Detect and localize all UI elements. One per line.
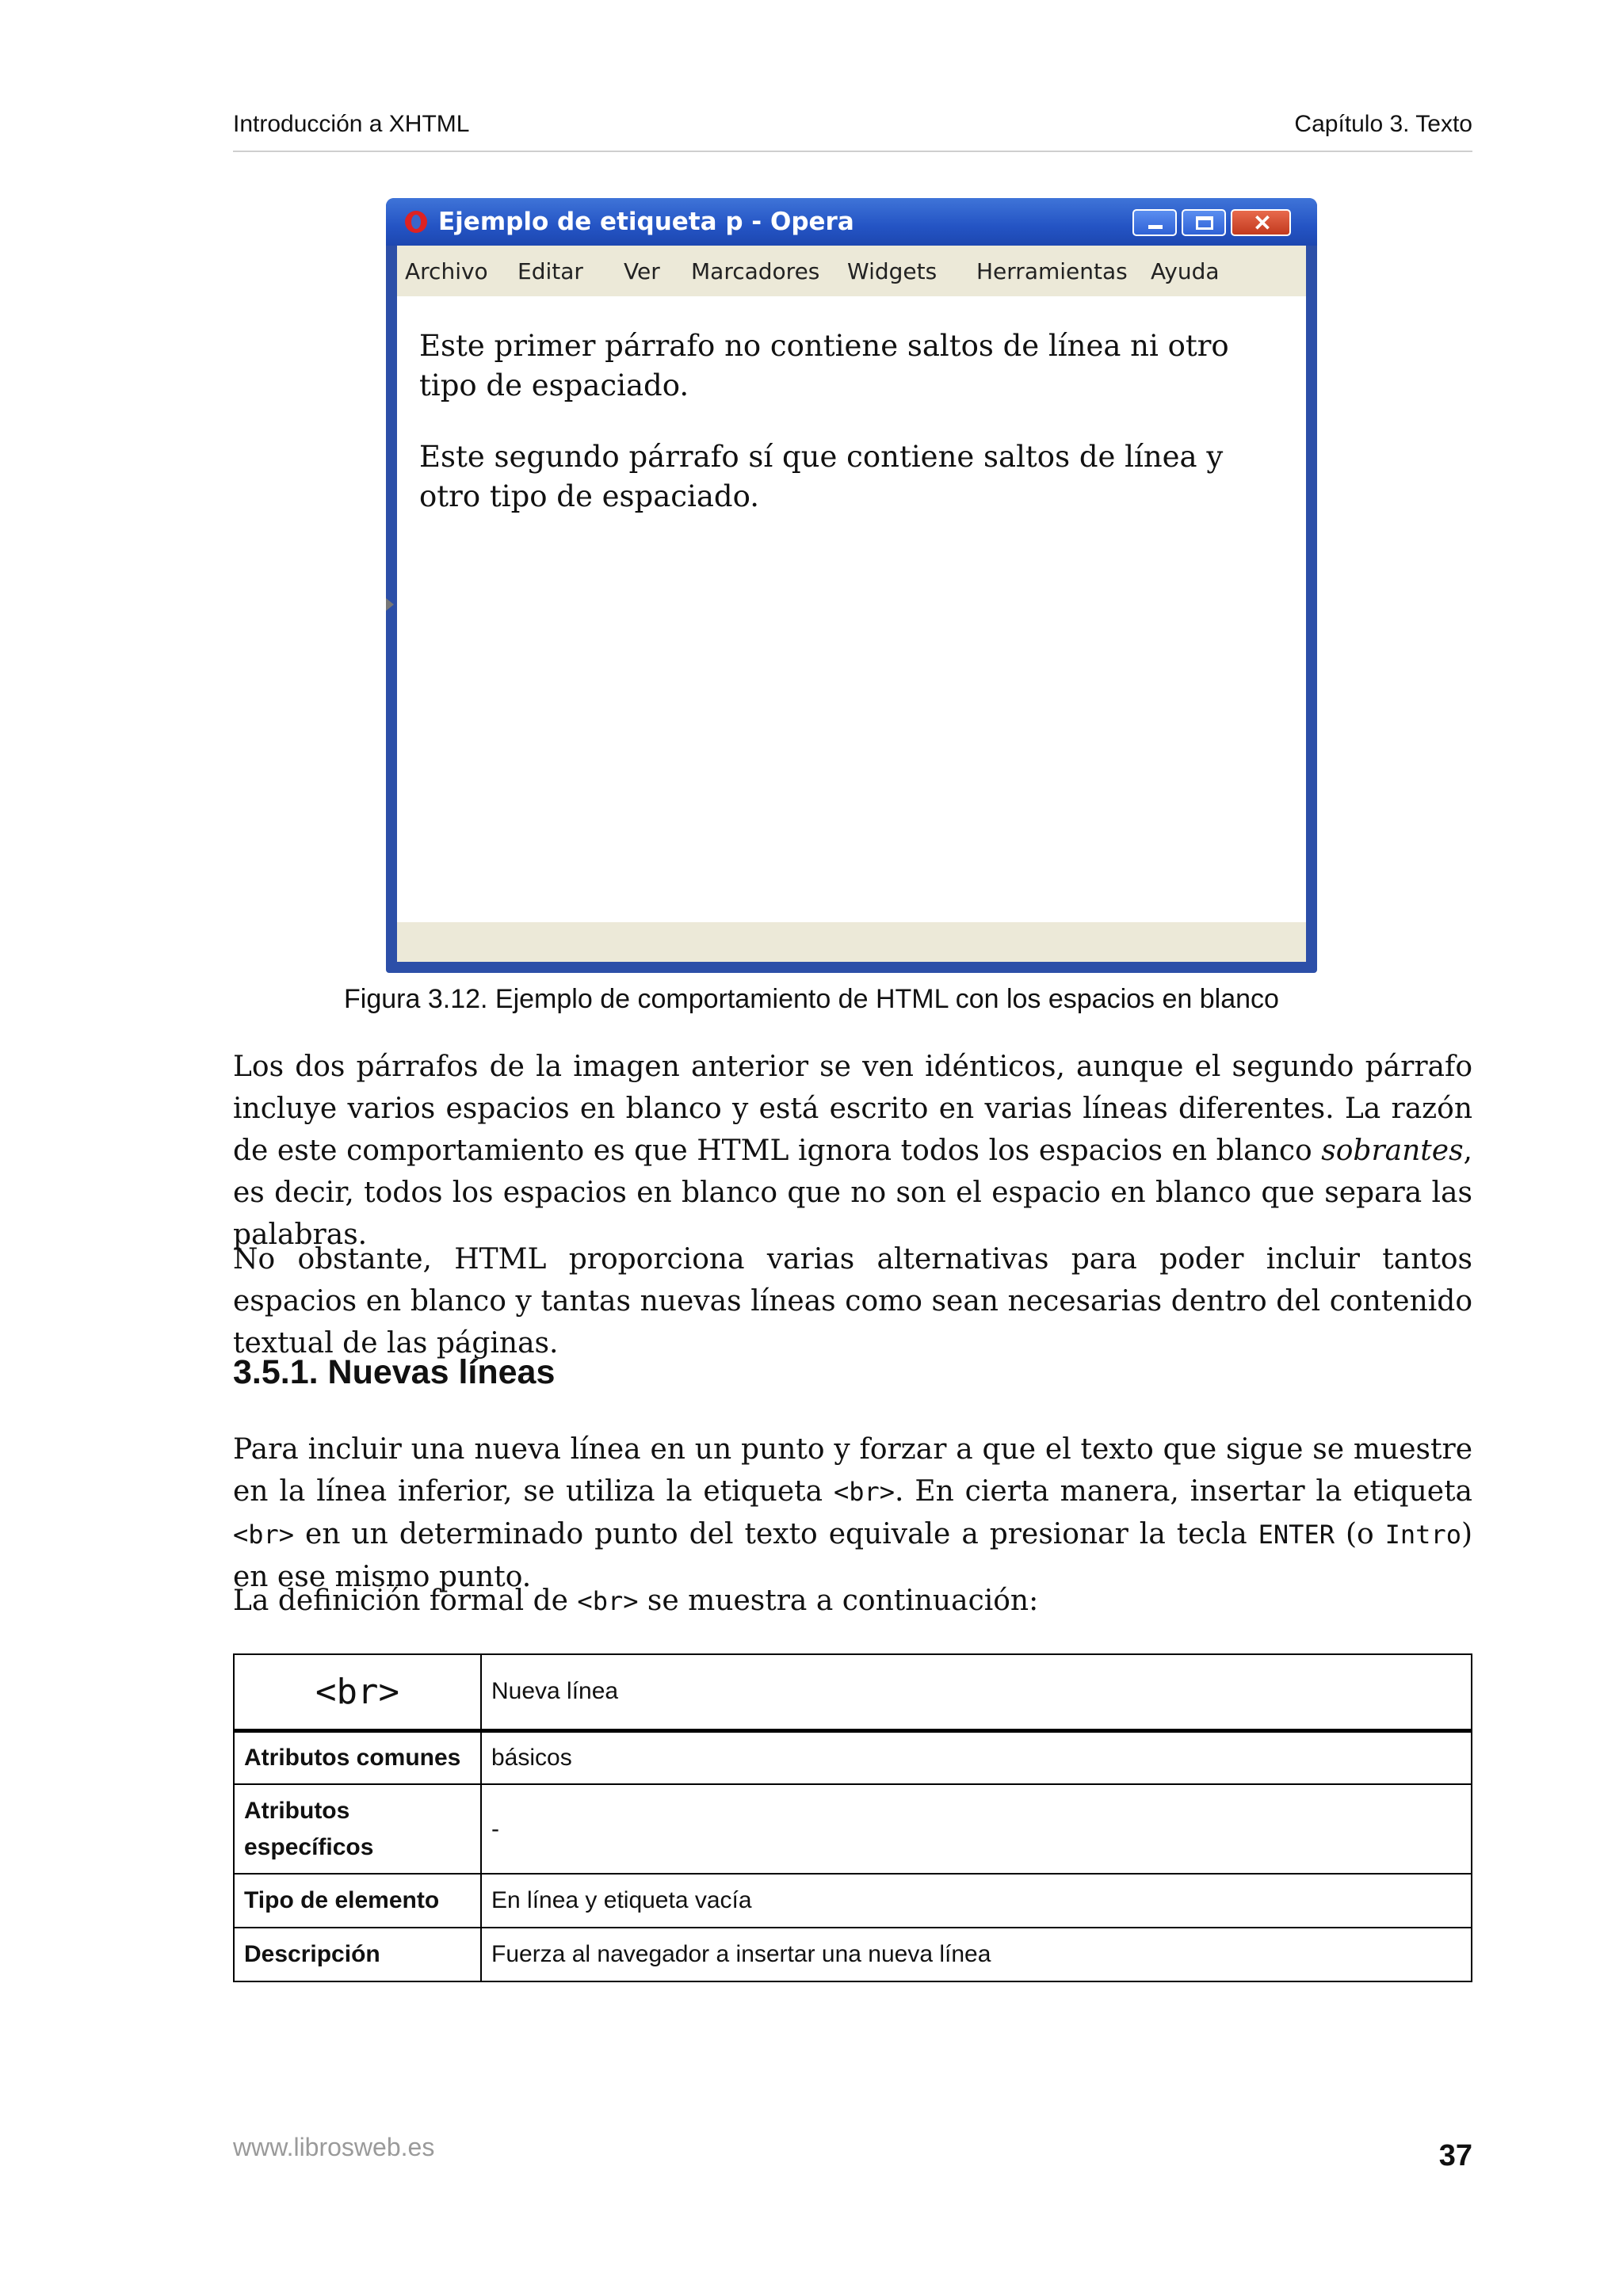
- body-paragraph-2: No obstante, HTML proporciona varias alternativas para poder incluir tantos espacios en blanco y tantas nuevas líneas como sean necesarias dentro del contenido textual de las páginas.: [233, 1243, 1472, 1360]
- figure-caption: Figura 3.12. Ejemplo de comportamiento de HTML con los espacios en blanco: [344, 984, 1279, 1014]
- row-value: básicos: [481, 1730, 1472, 1784]
- footer-url: www.librosweb.es: [233, 2133, 435, 2161]
- text-run: se muestra a continuación:: [638, 1585, 1039, 1617]
- body-paragraph-1: [233, 1046, 1472, 1256]
- text-run: . En cierta manera, insertar la etiqueta: [895, 1475, 1473, 1508]
- row-key: Descripción: [234, 1928, 481, 1981]
- row-key: Atributos comunes: [234, 1730, 481, 1784]
- menu-ver[interactable]: Ver: [624, 258, 660, 284]
- text-run: Para incluir una nueva línea en un punto y forzar a que el texto que sigue se muestre en la línea inferior, se utiliza la etiqueta: [233, 1433, 1472, 1508]
- text-run: , es decir, todos los espacios en blanco que no son el espacio en blanco que separa las palabras.: [233, 1135, 1472, 1251]
- text-run: Los dos párrafos de la imagen anterior se ven idénticos, aunque el segundo párrafo incluye varios espacios en blanco y está escrito en varias líneas diferentes. La razón de este comportamiento es que HTML ignora todos los espacios en blanco: [233, 1051, 1472, 1167]
- table-row: [234, 1730, 1472, 1784]
- table-row: [234, 1874, 1472, 1928]
- row-key: Atributos específicos: [234, 1784, 481, 1874]
- minimize-icon: [1148, 225, 1163, 229]
- window-title: Ejemplo de etiqueta p - Opera: [438, 208, 854, 236]
- menu-archivo[interactable]: Archivo: [405, 258, 488, 284]
- body-paragraph-4: [233, 1580, 1472, 1623]
- browser-content: [397, 296, 1306, 922]
- table-row: [234, 1654, 1472, 1730]
- page-number: 37: [1438, 2139, 1472, 2172]
- close-button[interactable]: [1231, 209, 1291, 236]
- menu-ayuda[interactable]: Ayuda: [1151, 258, 1220, 284]
- window-titlebar: [386, 198, 1317, 246]
- emphasis-text: sobrantes: [1321, 1135, 1464, 1167]
- browser-screenshot: [386, 198, 1317, 973]
- text-run: en un determinado punto del texto equivale a presionar la tecla: [294, 1518, 1258, 1550]
- body-paragraph-3: [233, 1428, 1472, 1598]
- code-br: <br>: [577, 1586, 639, 1616]
- header-divider: [233, 151, 1472, 152]
- row-key: Tipo de elemento: [234, 1874, 481, 1928]
- sample-paragraph-1: Este primer párrafo no contiene saltos de línea ni otro tipo de espaciado.: [419, 329, 1229, 402]
- definition-table: [233, 1653, 1472, 1982]
- code-br: <br>: [233, 1520, 295, 1550]
- opera-logo-icon: [405, 211, 427, 233]
- row-value: En línea y etiqueta vacía: [481, 1874, 1472, 1928]
- menu-marcadores[interactable]: Marcadores: [691, 258, 820, 284]
- close-icon: ✕: [1253, 211, 1272, 235]
- maximize-button[interactable]: [1182, 209, 1226, 236]
- tag-name: <br>: [234, 1654, 481, 1730]
- table-row: [234, 1928, 1472, 1981]
- status-bar: [397, 922, 1306, 962]
- running-header-chapter: Capítulo 3. Texto: [1294, 111, 1472, 137]
- running-header-title: Introducción a XHTML: [233, 111, 470, 137]
- text-run: La definición formal de: [233, 1585, 578, 1617]
- code-br: <br>: [833, 1477, 896, 1507]
- section-heading: 3.5.1. Nuevas líneas: [233, 1353, 556, 1391]
- row-value: -: [481, 1784, 1472, 1874]
- table-row: [234, 1784, 1472, 1874]
- menu-bar: [397, 246, 1306, 296]
- row-value: Fuerza al navegador a insertar una nueva línea: [481, 1928, 1472, 1981]
- resize-arrow-icon: [386, 598, 394, 611]
- text-run: ) en ese mismo punto.: [233, 1518, 1473, 1593]
- maximize-icon: [1196, 216, 1213, 230]
- menu-widgets[interactable]: Widgets: [847, 258, 938, 284]
- code-enter: ENTER: [1258, 1520, 1335, 1550]
- text-run: (o: [1334, 1518, 1385, 1550]
- menu-herramientas[interactable]: Herramientas: [976, 258, 1128, 284]
- tag-description: Nueva línea: [481, 1654, 1472, 1730]
- minimize-button[interactable]: [1132, 209, 1177, 236]
- menu-editar[interactable]: Editar: [517, 258, 583, 284]
- code-intro: Intro: [1384, 1520, 1461, 1550]
- sample-paragraph-2: Este segundo párrafo sí que contiene saltos de línea y otro tipo de espaciado.: [419, 440, 1224, 513]
